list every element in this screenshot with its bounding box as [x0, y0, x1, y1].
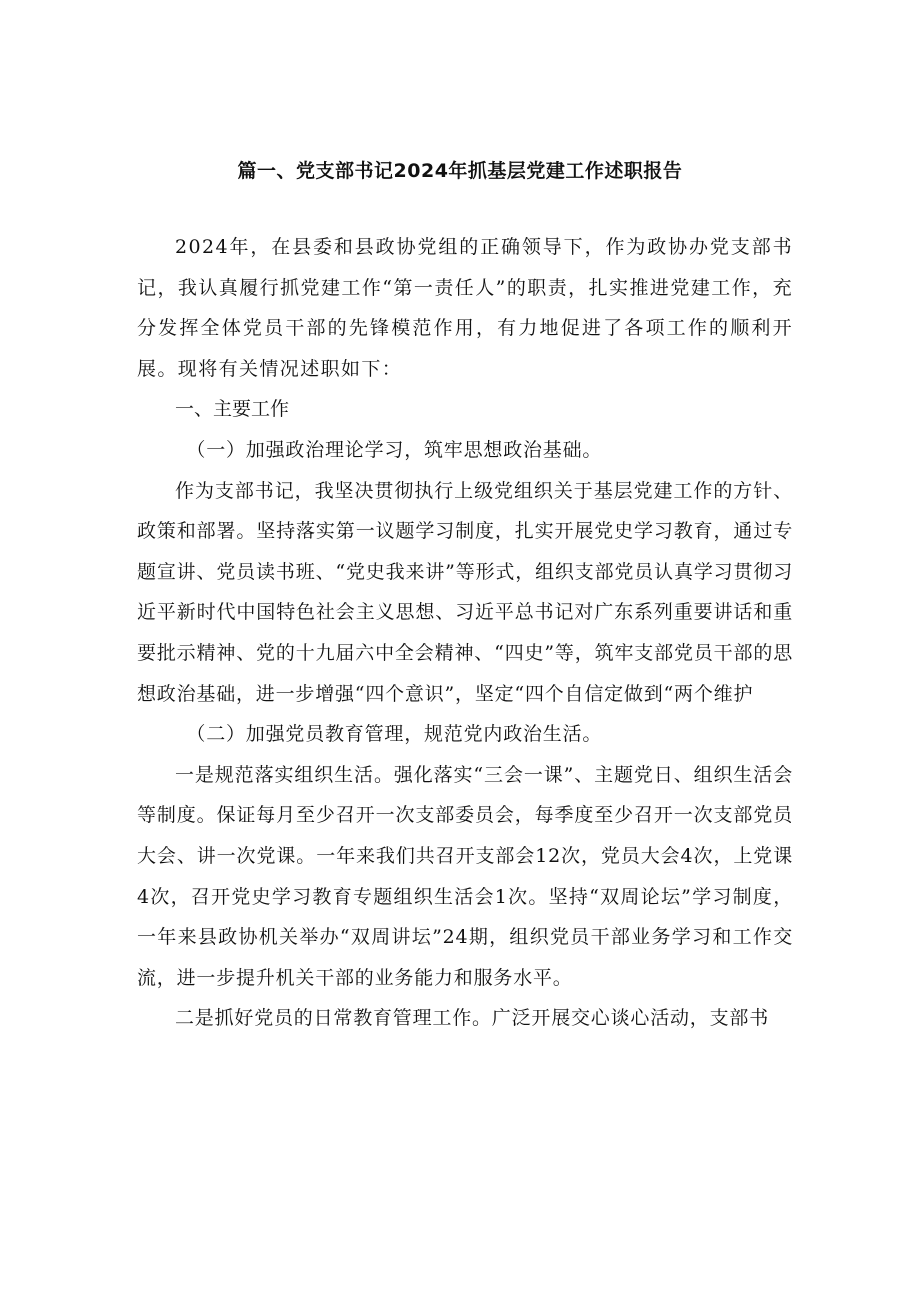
section-heading-main-work: 一、主要工作	[175, 398, 290, 421]
subheading-political-study: （一）加强政治理论学习，筑牢思想政治基础。	[186, 438, 603, 461]
document-body	[137, 227, 793, 1039]
subheading-member-management: （二）加强党员教育管理，规范党内政治生活。	[186, 723, 603, 746]
paragraph-organization-life: 一是规范落实组织生活。强化落实“三会一课”、主题党日、组织生活会等制度。保证每月至少召开一次支部委员会，每季度至少召开一次支部党员大会、讲一次党课。一年来我们共召开支部会12次，党员大会4次，上党课4次，召开党史学习教育专题组织生活会1次。坚持“双周论坛”学习制度，一年来县政协机关举办“双周讲坛”24期，组织党员干部业务学习和工作交流，进一步提升机关干部的业务能力和服务水平。	[137, 763, 793, 989]
paragraph-daily-education: 二是抓好党员的日常教育管理工作。广泛开展交心谈心活动，支部书	[175, 1007, 770, 1030]
document-title: 篇一、党支部书记2024年抓基层党建工作述职报告	[237, 160, 683, 182]
intro-paragraph: 2024年，在县委和县政协党组的正确领导下，作为政协办党支部书记，我认真履行抓党建工作“第一责任人”的职责，扎实推进党建工作，充分发挥全体党员干部的先锋模范作用，有力地促进了各项工作的顺利开展。现将有关情况述职如下：	[137, 236, 793, 380]
paragraph-political-study: 作为支部书记，我坚决贯彻执行上级党组织关于基层党建工作的方针、政策和部署。坚持落实第一议题学习制度，扎实开展党史学习教育，通过专题宣讲、党员读书班、“党史我来讲”等形式，组织支部党员认真学习贯彻习近平新时代中国特色社会主义思想、习近平总书记对广东系列重要讲话和重要批示精神、党的十九届六中全会精神、“四史”等，筑牢支部党员干部的思想政治基础，进一步增强“四个意识”，坚定“四个自信定做到“两个维护	[137, 479, 793, 705]
